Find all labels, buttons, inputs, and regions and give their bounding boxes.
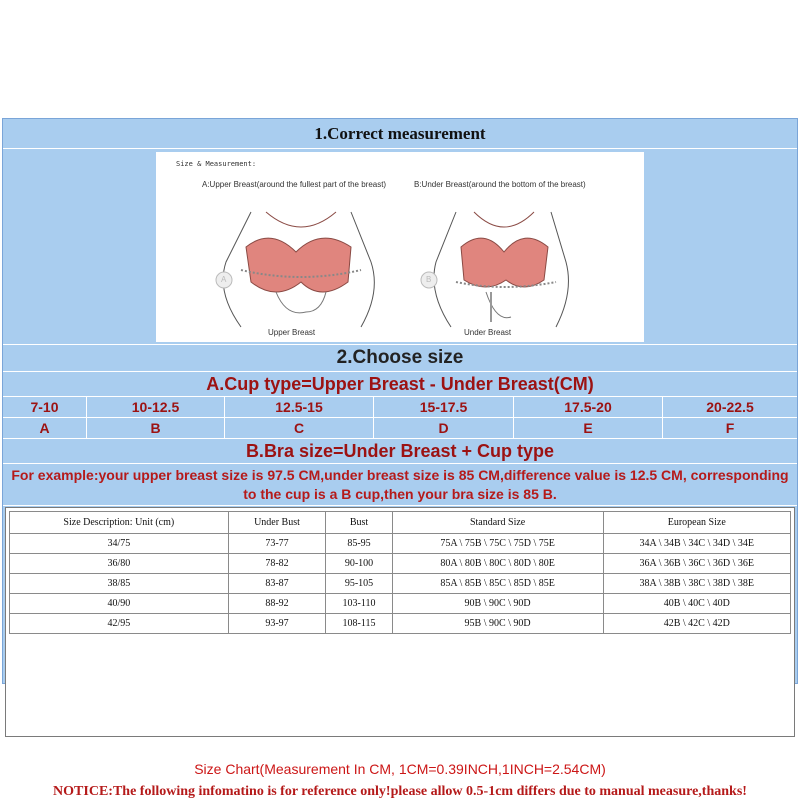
label-under-breast: Under Breast [464, 327, 512, 337]
table-header-row [10, 512, 791, 534]
table-cell: 42B \ 42C \ 42D [603, 614, 790, 634]
caption-under-breast: B:Under Breast(around the bottom of the breast) [414, 179, 586, 189]
table-cell: 90B \ 90C \ 90D [392, 594, 603, 614]
table-cell: 78-82 [228, 554, 326, 574]
column-header: Under Bust [228, 512, 326, 534]
table-cell: 80A \ 80B \ 80C \ 80D \ 80E [392, 554, 603, 574]
table-cell: 40B \ 40C \ 40D [603, 594, 790, 614]
table-cell: 93-97 [228, 614, 326, 634]
table-cell: 73-77 [228, 534, 326, 554]
table-cell: 42/95 [10, 614, 229, 634]
table-cell: 103-110 [326, 594, 392, 614]
table-row [10, 554, 791, 574]
table-cell: 34A \ 34B \ 34C \ 34D \ 34E [603, 534, 790, 554]
table-cell: 40/90 [10, 594, 229, 614]
figure-upper-breast [216, 212, 374, 327]
label-upper-breast: Upper Breast [268, 327, 316, 337]
measurement-figure-band [3, 149, 797, 345]
cup-range-row [3, 397, 797, 418]
cup-range-cell: 7-10 [3, 397, 87, 418]
column-header: European Size [603, 512, 790, 534]
measurement-figure [156, 152, 644, 342]
cup-letter-row [3, 418, 797, 439]
cup-range-cell: 12.5-15 [225, 397, 374, 418]
cup-letter-cell: F [663, 418, 797, 439]
cup-range-cell: 15-17.5 [374, 397, 514, 418]
marker-a: A [221, 274, 227, 284]
size-guide-sheet [2, 118, 798, 799]
table-cell: 75A \ 75B \ 75C \ 75D \ 75E [392, 534, 603, 554]
table-cell: 34/75 [10, 534, 229, 554]
cup-letter-cell: E [514, 418, 663, 439]
table-cell: 83-87 [228, 574, 326, 594]
figure-heading: Size & Measurement: [176, 159, 257, 168]
cup-range-cell: 17.5-20 [514, 397, 663, 418]
cup-type-title: A.Cup type=Upper Breast - Under Breast(CM) [3, 372, 797, 397]
figure-under-breast [421, 212, 568, 327]
section-title-choose-size: 2.Choose size [3, 345, 797, 372]
cup-letter-cell: A [3, 418, 87, 439]
table-cell: 95B \ 90C \ 90D [392, 614, 603, 634]
table-cell: 38A \ 38B \ 38C \ 38D \ 38E [603, 574, 790, 594]
table-cell: 90-100 [326, 554, 392, 574]
column-header: Size Description: Unit (cm) [10, 512, 229, 534]
cup-letter-cell: B [87, 418, 225, 439]
column-header: Standard Size [392, 512, 603, 534]
table-row [10, 614, 791, 634]
table-cell: 85A \ 85B \ 85C \ 85D \ 85E [392, 574, 603, 594]
bra-size-title: B.Bra size=Under Breast + Cup type [3, 439, 797, 464]
size-table [9, 511, 791, 634]
table-cell: 38/85 [10, 574, 229, 594]
table-cell: 88-92 [228, 594, 326, 614]
table-cell: 36/80 [10, 554, 229, 574]
size-table-container [5, 507, 795, 737]
table-row [10, 594, 791, 614]
cup-range-cell: 10-12.5 [87, 397, 225, 418]
section-title-measurement: 1.Correct measurement [3, 119, 797, 149]
table-cell: 95-105 [326, 574, 392, 594]
spacer-band [3, 737, 797, 757]
bra-size-example: For example:your upper breast size is 97.5 CM,under breast size is 85 CM,difference value is 12.5 CM, corresponding to the cup is a B cup,then your bra size is 85 B. [3, 464, 797, 506]
notice-text: NOTICE:The following infomatino is for reference only!please allow 0.5-1cm differs due to manual measure,thanks! [53, 784, 747, 799]
column-header: Bust [326, 512, 392, 534]
table-cell: 36A \ 36B \ 36C \ 36D \ 36E [603, 554, 790, 574]
caption-upper-breast: A:Upper Breast(around the fullest part of the breast) [202, 179, 387, 189]
table-row [10, 534, 791, 554]
cup-letter-cell: C [225, 418, 374, 439]
cup-letter-cell: D [374, 418, 514, 439]
table-cell: 85-95 [326, 534, 392, 554]
table-cell: 108-115 [326, 614, 392, 634]
table-row [10, 574, 791, 594]
marker-b: B [426, 274, 432, 284]
size-chart-title: Size Chart(Measurement In CM, 1CM=0.39INCH,1INCH=2.54CM) [3, 757, 797, 781]
cup-range-cell: 20-22.5 [663, 397, 797, 418]
